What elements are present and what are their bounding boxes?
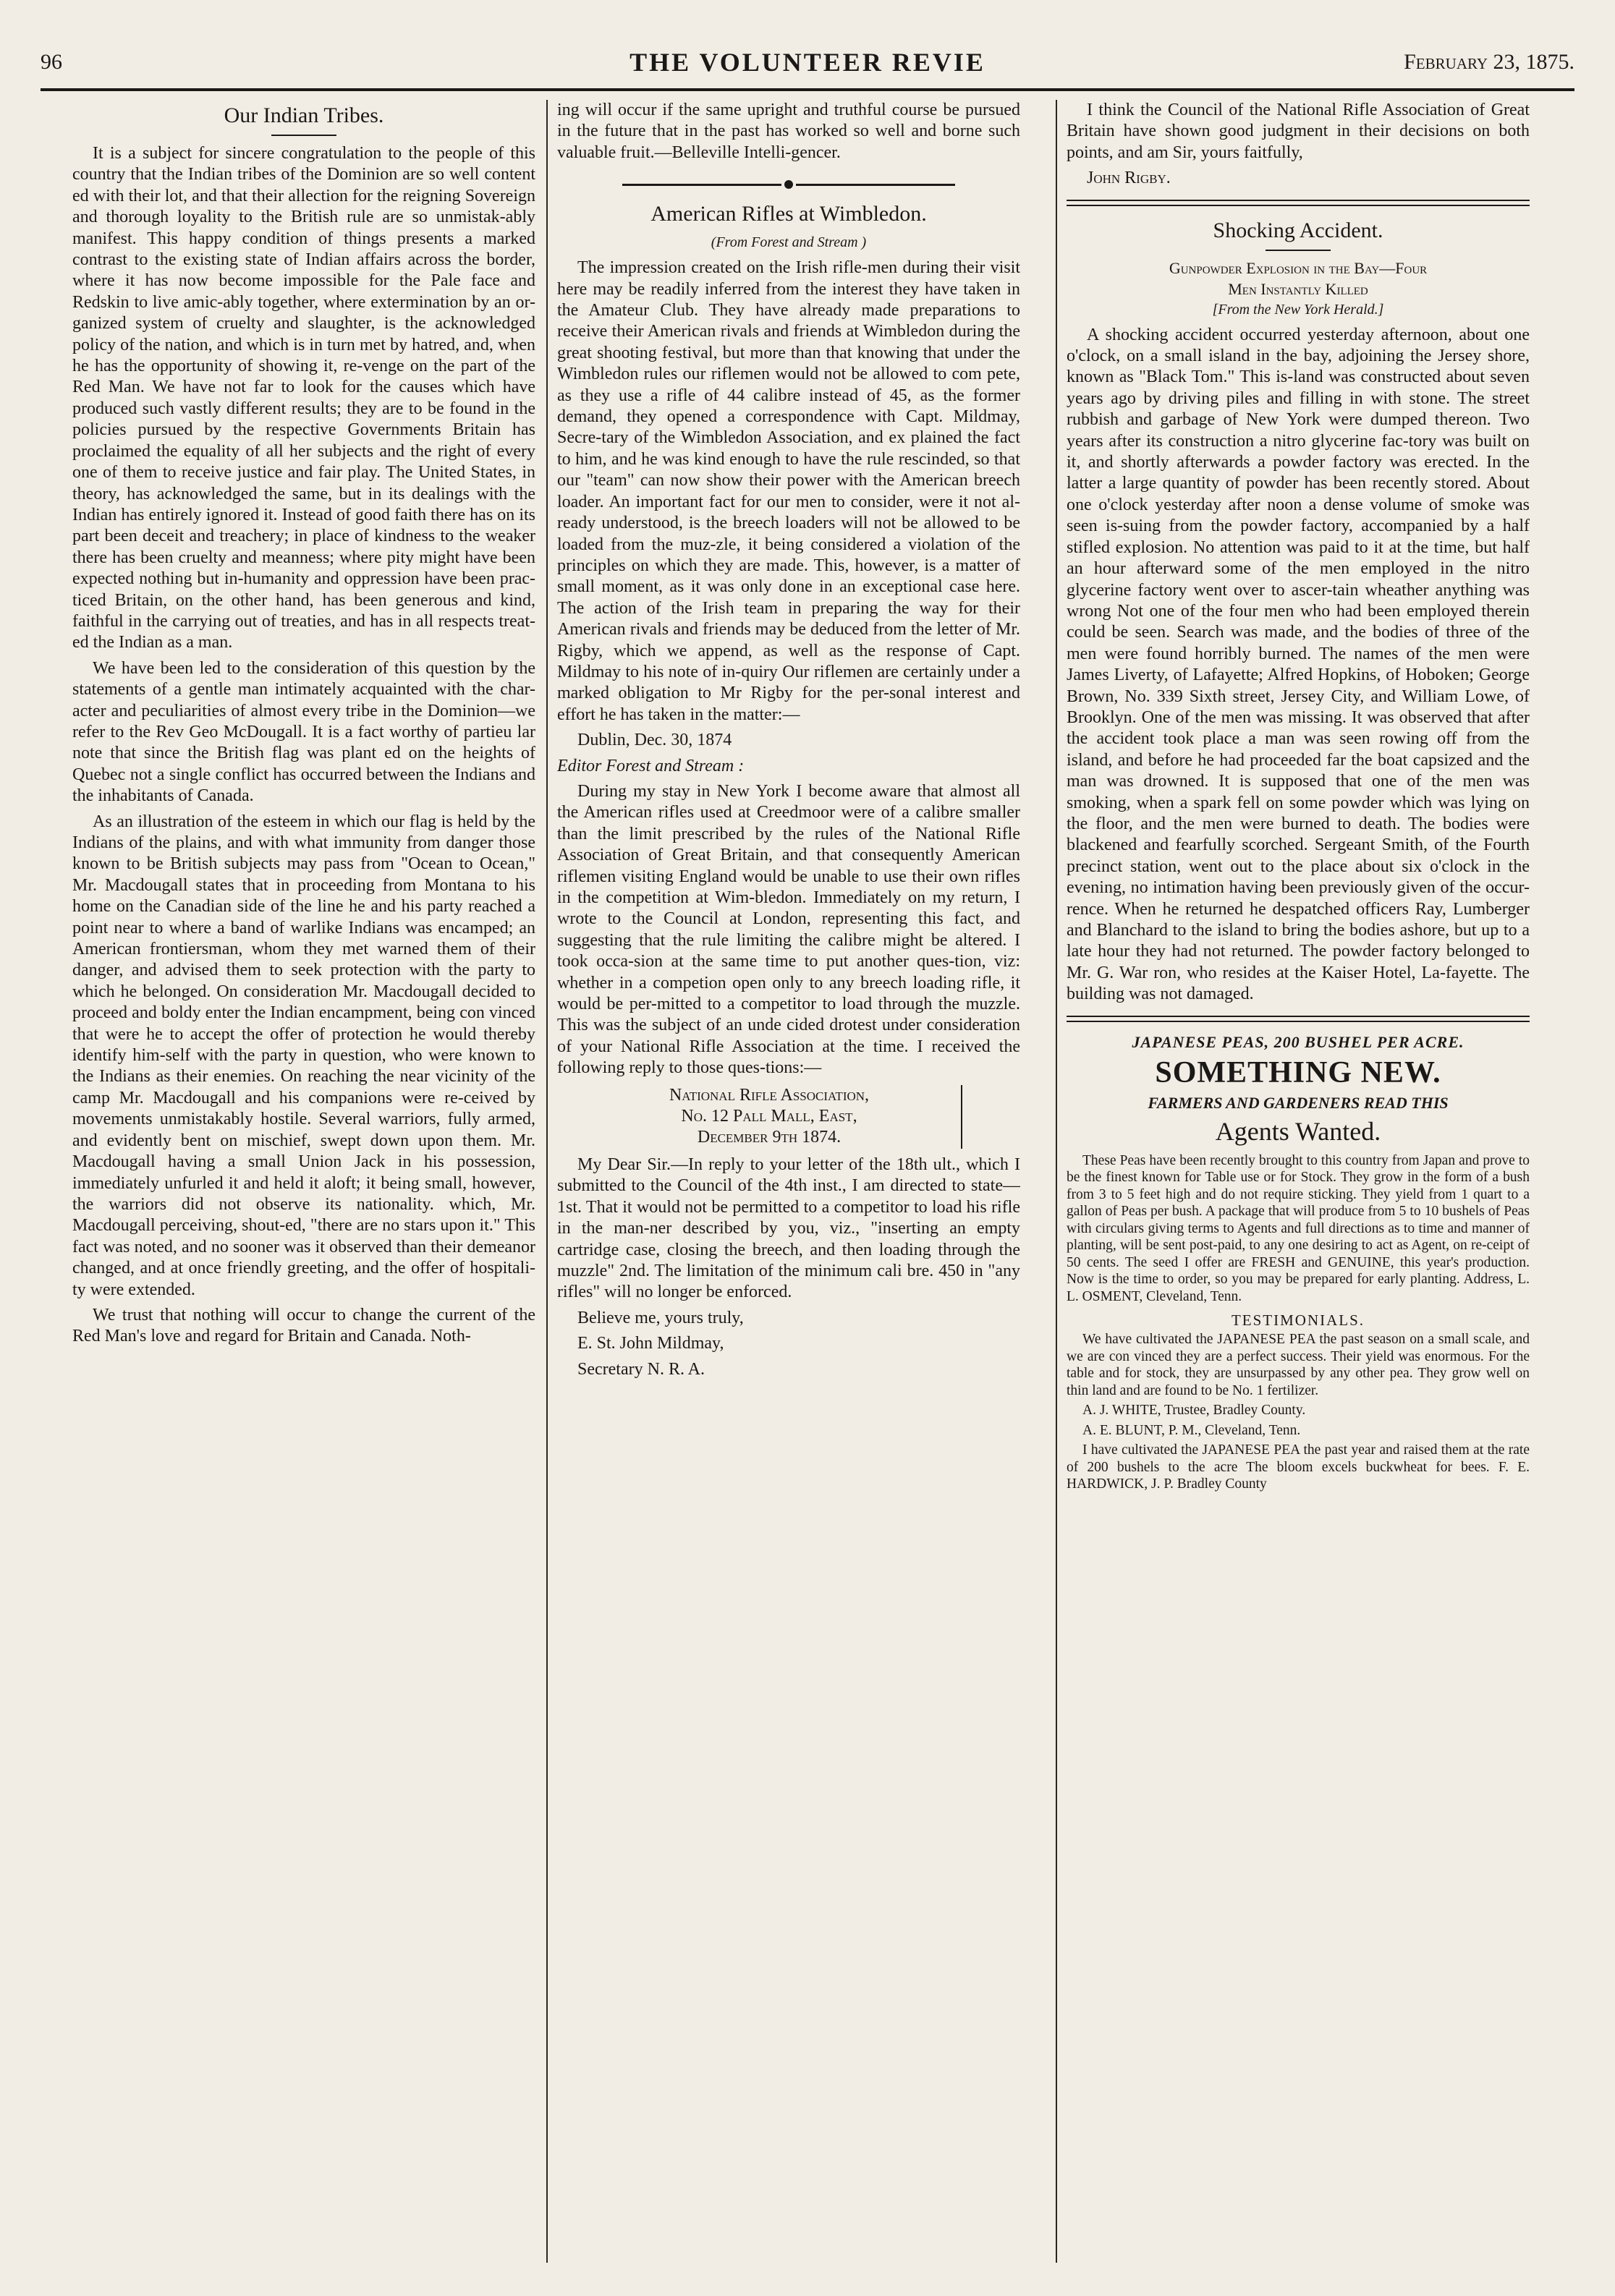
publication-title: THE VOLUNTEER REVIE: [630, 48, 985, 77]
column-divider: [546, 100, 548, 2263]
article-title: American Rifles at Wimbledon.: [650, 202, 927, 226]
testimonial-signature: A. E. BLUNT, P. M., Cleveland, Tenn.: [1082, 1422, 1301, 1438]
ad-headline: JAPANESE PEAS, 200 BUSHEL PER ACRE.: [1132, 1032, 1464, 1051]
column-3: [1067, 100, 1530, 2263]
column-divider: [1056, 100, 1057, 2263]
ad-subheadline: FARMERS AND GARDENERS READ THIS: [1148, 1093, 1449, 1112]
article-source: (From Forest and Stream ): [711, 234, 867, 251]
section-ornament: [557, 174, 1020, 192]
ad-body: [1067, 1152, 1530, 1493]
article-paragraph: As an illustration of the esteem in which our flag is held by the Indians of the plains, and with what immunity from danger those known to be British subjects may pass from "Ocean to Ocean," Mr. Macdougall states that in proceeding from Montana to his home on the Canadian side of the line he and his party reached a point near to where a band of warlike Indians was encamped; an American frontiersman, whom they met warned them of their danger, and advised them to seek protection with the party to which he belonged. On consideration Mr. Macdougall decided to proceed and boldy enter the Indian encampment, being con vinced that were he to accept the offer of protection he would thereby identify him-self with the party in question, who were known to the Indians as their enemies. On reaching the near vicinity of the camp Mr. Macdougall and his companions were re-ceived by movements unmistakably hostile. Several warriors, fully armed, and evidently bent on mischief, swept down upon them. Mr. Macdougall having a small Union Jack in his possession, immediately unfurled it and held it aloft; it being small, however, the warriors did not observe its nationality. which, Mr. Macdougall perceiving, shout-ed, "there are no stars upon it." This fact was noted, and no sooner was it observed than their demeanor changed, and at once friendly greeting, and the offer of hospitali-ty were extended.: [72, 812, 535, 1299]
address-line: National Rifle Association,: [669, 1085, 870, 1105]
testimonial: I have cultivated the JAPANESE PEA the past year and raised them at the rate of 200 bushels to the acre The bloom excels buckwheat for bees. F. E. HARDWICK, J. P. Bradley County: [1067, 1442, 1530, 1492]
ad-agents-wanted: Agents Wanted.: [1215, 1116, 1381, 1146]
ad-paragraph: These Peas have been recently brought to this country from Japan and prove to be the finest known for Table use or for Stock. They grow in the form of a bush from 3 to 5 feet high and do not require sticking. They yield from 1 quart to a gallon of Peas per bush. A package that will produce from 5 to 10 bushels of Peas with circulars giving terms to Agents and full directions as to time and manner of planting, will be sent post-paid, to any one desiring to act as Agent, on re-ceipt of 50 cents. The seed I offer are FRESH and GENUINE, this year's production. Now is the time to order, so you may be prepared for early planting. Address, L. L. OSMENT, Cleveland, Tenn.: [1067, 1152, 1530, 1304]
article-paragraph: A shocking accident occurred yesterday afternoon, about one o'clock, on a small island in the bay, adjoining the Jersey shore, known as "Black Tom." This is-land was constructed about seven years ago by driving piles and filling in with stone. The street rubbish and garbage of New York were dumped thereon. Two years after its construction a nitro glycerine fac-tory was built on it, and shortly afterwards a powder factory was erected. In the latter a large quantity of powder has been recently stored. About one o'clock yesterday after noon a dense volume of smoke was seen is-suing from the powder factory, accompanied by a half stifled explosion. No attention was paid to it at the time, but half an hour afterward some of the men employed in the nitro glycerine factory went over to ascer-tain wheather anything was wrong Not one of the four men who had been employed therein could be seen. Search was made, and the bodies of three of the men were found horribly burned. The names of the men were James Liverty, of Lafayette; Alfred Hopkins, of Hoboken; George Brown, No. 339 Sixth street, Jersey City, and William Lowe, of Brooklyn. One of the men was missing. It was observed that after the accident took place a man was seen rowing off from the island, and before he had proceeded far the boat capsized and the man was drowned. It is supposed that one of the men was smoking, when a spark fell on some powder which was lying on the floor, and the men were burned to death. The bodies were blackened and fearfully scorched. Sergeant Smith, of the Fourth precinct station, went out to the place about six o'clock in the evening, no intimation having been previously given of the occur-rence. When he returned he despatched officers Ray, Lumberger and Blanchard to the island to bring the bodies ashore, but up to a late hour they had not returned. The powder factory belonged to Mr. G. War ron, who resides at the Kaiser Hotel, La-fayette. The building was not damaged.: [1067, 325, 1530, 1004]
article-paragraph: During my stay in New York I become aware that almost all the American rifles used at Creedmoor were of a calibre smaller than the limit prescribed by the rules of the National Rifle Association of Great Britain, and that consequently American riflemen visiting England would be unable to use their own rifles in the competition at Wim-bledon. Immediately on my return, I wrote to the Council at London, representing this fact, and suggesting that the rule limiting the calibre might be altered. I took occa-sion at the same time to put another ques-tion, viz: whether in a competion open only to any breech loading rifle, it would be per-mitted to a competitor to load through the muzzle. This was the subject of an unde cided drotest under consideration of your National Rifle Association at the time. I received the following reply to those ques-tions:—: [557, 781, 1020, 1078]
address-line: December 9th 1874.: [697, 1128, 842, 1147]
running-header: [41, 46, 1574, 91]
letter-salutation: Editor Forest and Stream :: [557, 756, 745, 775]
article-source: [From the New York Herald.]: [1212, 301, 1384, 318]
title-rule: [1266, 250, 1331, 251]
page-number: 96: [41, 50, 62, 74]
letter-dateline: Dublin, Dec. 30, 1874: [577, 731, 732, 750]
ad-headline-large: SOMETHING NEW.: [1155, 1055, 1441, 1089]
testimonials-heading: TESTIMONIALS.: [1231, 1311, 1365, 1330]
advertisement: [1067, 1032, 1530, 1493]
column-2: [557, 100, 1020, 2263]
article-paragraph: I think the Council of the National Rifle Association of Great Britain have shown good judgment in their decisions on both points, and am Sir, yours faitfully,: [1067, 101, 1530, 162]
testimonial-signature: A. J. WHITE, Trustee, Bradley County.: [1082, 1403, 1306, 1419]
testimonial: We have cultivated the JAPANESE PEA the past season on a small scale, and we are con vinced they are a perfect success. Their yield was enormous. For the table and for stock, they are unsurpassed by any other pea. They grow well on thin land and are found to be No. 1 fertilizer.: [1067, 1332, 1530, 1398]
letter-signer: E. St. John Mildmay,: [577, 1334, 724, 1353]
article-paragraph: ing will occur if the same upright and truthful course be pursued in the future that in the past has worked so well and borne such valuable fruit.—Belleville Intelli-gencer.: [557, 101, 1020, 162]
issue-date: February 23, 1875.: [1404, 50, 1574, 74]
section-rule: [1067, 1016, 1530, 1022]
article-paragraph: The impression created on the Irish rifle-men during their visit here may be readily inferred from the interest they have taken in the Amateur Club. They have already made preparations to receive their American rivals and friends at Wimbledon during the great shooting festival, but more than that knowing that under the Wimbledon rules our riflemen would not be allowed to com pete, as they use a rifle of 44 calibre instead of 45, as the former demand, they opened a correspondence with Capt. Mildmay, Secre-tary of the Wimbledon Association, and ex plained the fact to him, and he was kind enough to have the rule rescinded, so that our "team" can now show their power with the American breech loader. An important fact for our men to consider, were it not al-ready understood, is the breech loaders will not be allowed to be loaded from the muz-zle, it being considered a violation of the principles on which they are made. This, however, is a matter of small moment, as it was only done in an exceptional case here. The action of the Irish team in preparing the way for their American rivals and friends may be deduced from the letter of Mr. Rigby, which we append, as well as the response of Capt. Mildmay to his note of in-quiry Our riflemen are certainly under a marked obligation to Mr Rigby for the per-sonal interest and effort he has taken in the matter:—: [557, 258, 1020, 724]
article-paragraph: We have been led to the consideration of this question by the statements of a gentle man intimately acquainted with the char-acter and peculiarities of almost every tribe in the Dominion—we refer to the Rev Geo McDougall. It is a fact worthy of partieu lar note that since the British flag was plant ed on the heights of Quebec not a single conflict has occurred between the Indians and the inhabitants of Canada.: [72, 658, 535, 806]
article-paragraph: We trust that nothing will occur to change the current of the Red Man's love and regard for Britain and Canada. Noth-: [72, 1305, 535, 1346]
letter-signer-title: Secretary N. R. A.: [577, 1359, 705, 1379]
article-paragraph: It is a subject for sincere congratulation to the people of this country that the Indian tribes of the Dominion are so well content ed with their lot, and that their allection for the reigning Sovereign and thorough loyality to the British rule are so unmistak-ably manifest. This happy condition of things presents a marked contrast to the existing state of Indian affairs across the border, where it has now become impossible for the Pale face and Redskin to live amic-ably together, where extermination by an or-ganized system of cruelty and slaughter, is the acknowledged policy of the nation, and which is in turn met by hatred, and, when he has the opportunity of showing it, re-venge on the part of the Red Man. We have not far to look for the causes which have produced such vastly different results; they are to be found in the policies pursued by the respective Governments Britain has proclaimed the equality of all her subjects and the right of every one of them to receive justice and fair play. The United States, in theory, has acknowledged the same, but in its dealings with the Indian has entirely ignored it. Instead of good faith there has on its part been deceit and treachery; in place of kindness to the weaker there has been cruelty and meanness; where pity might have been expected nothing but in-humanity and oppression have been prac-ticed Britain, on the other hand, has been generous and kind, faithful in the carrying out of treaties, and has in all respects treat-ed the Indian as a man.: [72, 144, 535, 652]
article-title: Our Indian Tribes.: [224, 103, 384, 127]
letter-closing: Believe me, yours truly,: [577, 1308, 744, 1327]
article-subtitle: Men Instantly Killed: [1228, 279, 1368, 298]
article-title: Shocking Accident.: [1213, 218, 1383, 242]
article-subtitle: Gunpowder Explosion in the Bay—Four: [1169, 258, 1428, 277]
article-paragraph: My Dear Sir.—In reply to your letter of the 18th ult., which I submitted to the Council of the 4th inst., I am directed to state—1st. That it would not be permitted to a competitor to load his rifle in the man-ner described by you, viz., "inserting an empty cartridge case, closing the breech, and then loading through the muzzle" 2nd. The limitation of the minimum cali bre. 450 in "any rifles" will no longer be enforced.: [557, 1155, 1020, 1302]
letter-address: [586, 1085, 962, 1149]
column-1: [72, 100, 535, 2263]
letter-signature: John Rigby.: [1087, 169, 1171, 188]
title-rule: [271, 135, 336, 136]
address-line: No. 12 Pall Mall, East,: [681, 1107, 857, 1126]
section-rule: [1067, 200, 1530, 206]
